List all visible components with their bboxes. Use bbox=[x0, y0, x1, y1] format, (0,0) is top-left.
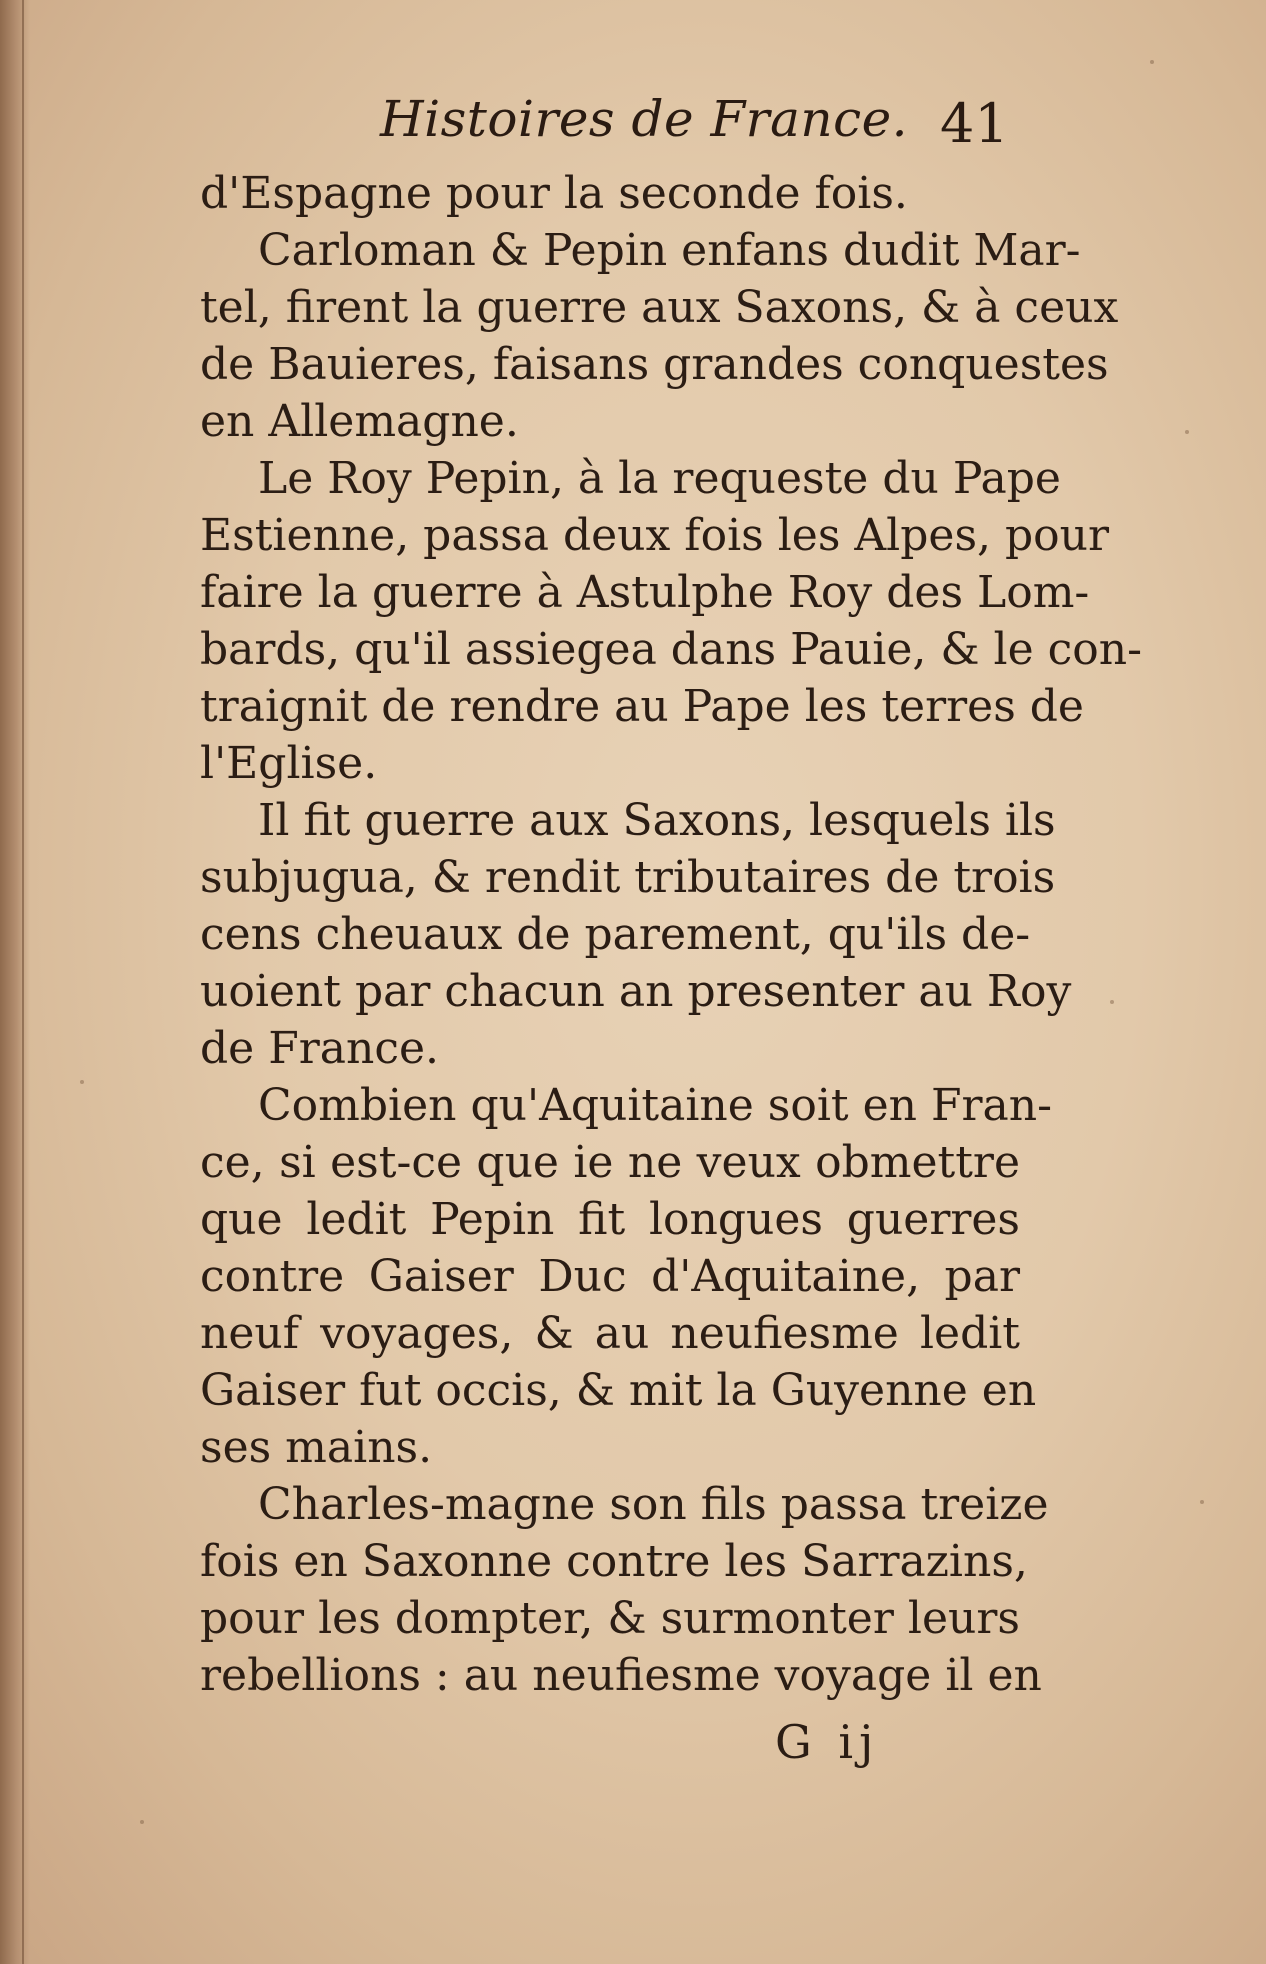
paper-speck bbox=[1110, 1000, 1114, 1004]
text-line: d'Espagne pour la seconde fois. bbox=[200, 168, 908, 219]
text-line: uoient par chacun an presenter au Roy bbox=[200, 966, 1072, 1017]
text-line: de Bauieres, faisans grandes conquestes bbox=[200, 339, 1109, 390]
paper-speck bbox=[1150, 60, 1154, 64]
text-line: que ledit Pepin fit longues guerres bbox=[200, 1194, 1020, 1245]
text-line: ses mains. bbox=[200, 1422, 433, 1473]
paper-speck bbox=[1185, 430, 1189, 434]
text-line: fois en Saxonne contre les Sarrazins, bbox=[200, 1536, 1028, 1587]
text-line: subjugua, & rendit tributaires de trois bbox=[200, 852, 1056, 903]
text-line: contre Gaiser Duc d'Aquitaine, par bbox=[200, 1251, 1020, 1302]
text-line: Le Roy Pepin, à la requeste du Pape bbox=[258, 453, 1061, 504]
text-line: bards, qu'il assiegea dans Pauie, & le con- bbox=[200, 624, 1142, 675]
text-line: l'Eglise. bbox=[200, 738, 378, 789]
text-line: traignit de rendre au Pape les terres de bbox=[200, 681, 1084, 732]
gutter-edge bbox=[22, 0, 24, 1964]
text-line: neuf voyages, & au neufiesme ledit bbox=[200, 1308, 1020, 1359]
text-line: Charles-magne son fils passa treize bbox=[258, 1479, 1049, 1530]
page-number: 41 bbox=[940, 92, 1009, 155]
text-line: tel, firent la guerre aux Saxons, & à ceux bbox=[200, 282, 1119, 333]
paper-speck bbox=[1200, 1500, 1204, 1504]
running-head: Histoires de France. bbox=[380, 90, 909, 148]
text-line: faire la guerre à Astulphe Roy des Lom- bbox=[200, 567, 1090, 618]
text-line: de France. bbox=[200, 1023, 439, 1074]
page-body bbox=[200, 165, 1142, 1704]
text-line: rebellions : au neufiesme voyage il en bbox=[200, 1650, 1042, 1701]
text-line: Carloman & Pepin enfans dudit Mar- bbox=[258, 225, 1081, 276]
paper-speck bbox=[140, 1820, 144, 1824]
page-gutter bbox=[0, 0, 30, 1964]
text-line: Combien qu'Aquitaine soit en Fran- bbox=[258, 1080, 1052, 1131]
text-line: pour les dompter, & surmonter leurs bbox=[200, 1593, 1020, 1644]
text-line: Estienne, passa deux fois les Alpes, pour bbox=[200, 510, 1110, 561]
text-line: en Allemagne. bbox=[200, 396, 519, 447]
paper-speck bbox=[80, 1080, 84, 1084]
text-line: Gaiser fut occis, & mit la Guyenne en bbox=[200, 1365, 1037, 1416]
text-line: Il fit guerre aux Saxons, lesquels ils bbox=[258, 795, 1056, 846]
text-line: ce, si est-ce que ie ne veux obmettre bbox=[200, 1137, 1020, 1188]
signature-mark: G ij bbox=[775, 1715, 880, 1769]
text-line: cens cheuaux de parement, qu'ils de- bbox=[200, 909, 1031, 960]
